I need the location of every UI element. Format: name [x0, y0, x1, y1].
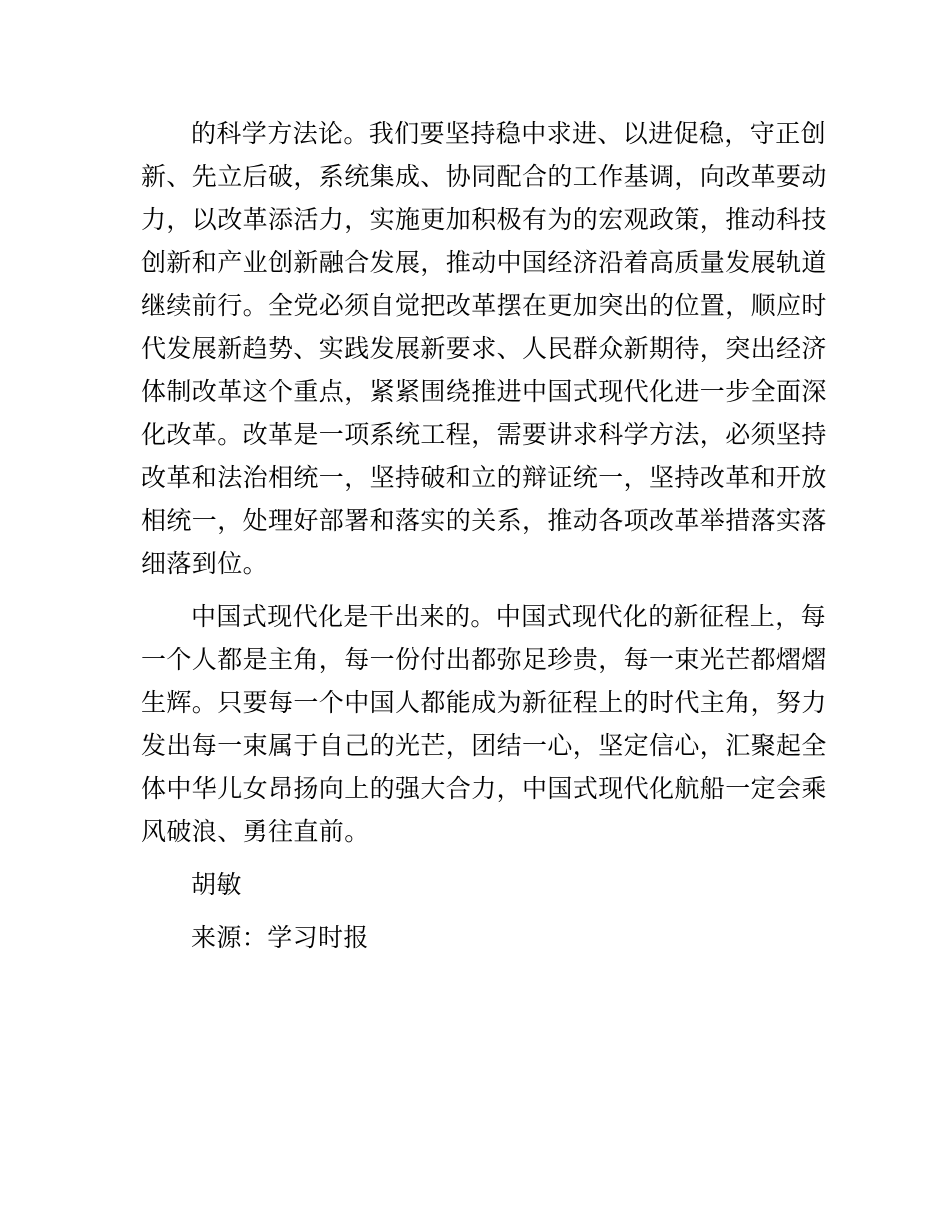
paragraph-line: 继续前行。全党必须自觉把改革摆在更加突出的位置，顺应时 — [141, 291, 827, 320]
paragraph-line: 生辉。只要每一个中国人都能成为新征程上的时代主角，努力 — [141, 688, 827, 717]
paragraph-2 — [141, 595, 827, 853]
paragraph-line: 体中华儿女昂扬向上的强大合力，中国式现代化航船一定会乘 — [141, 774, 827, 803]
paragraph-line: 改革和法治相统一，坚持破和立的辩证统一，坚持改革和开放 — [141, 463, 827, 492]
paragraph-line: 发出每一束属于自己的光芒，团结一心，坚定信心，汇聚起全 — [141, 731, 827, 760]
paragraph-line: 相统一，处理好部署和落实的关系，推动各项改革举措落实落 — [141, 506, 827, 535]
paragraph-line: 代发展新趋势、实践发展新要求、人民群众新期待，突出经济 — [141, 334, 827, 363]
source-line: 来源：学习时报 — [191, 923, 369, 952]
paragraph-line: 一个人都是主角，每一份付出都弥足珍贵，每一束光芒都熠熠 — [141, 645, 827, 674]
paragraph-line: 风破浪、勇往直前。 — [141, 817, 370, 846]
article-body — [141, 112, 827, 959]
paragraph-line: 创新和产业创新融合发展，推动中国经济沿着高质量发展轨道 — [141, 248, 827, 277]
signature-block — [141, 863, 813, 959]
author-name: 胡敏 — [191, 870, 242, 899]
paragraph-1 — [141, 112, 827, 585]
paragraph-line: 中国式现代化是干出来的。中国式现代化的新征程上，每 — [191, 602, 827, 631]
paragraph-line: 细落到位。 — [141, 549, 269, 578]
paragraph-line: 新、先立后破，系统集成、协同配合的工作基调，向改革要动 — [141, 162, 827, 191]
paragraph-line: 力，以改革添活力，实施更加积极有为的宏观政策，推动科技 — [141, 205, 827, 234]
paragraph-line: 化改革。改革是一项系统工程，需要讲求科学方法，必须坚持 — [141, 420, 827, 449]
paragraph-line: 体制改革这个重点，紧紧围绕推进中国式现代化进一步全面深 — [141, 377, 827, 406]
paragraph-line: 的科学方法论。我们要坚持稳中求进、以进促稳，守正创 — [191, 119, 827, 148]
